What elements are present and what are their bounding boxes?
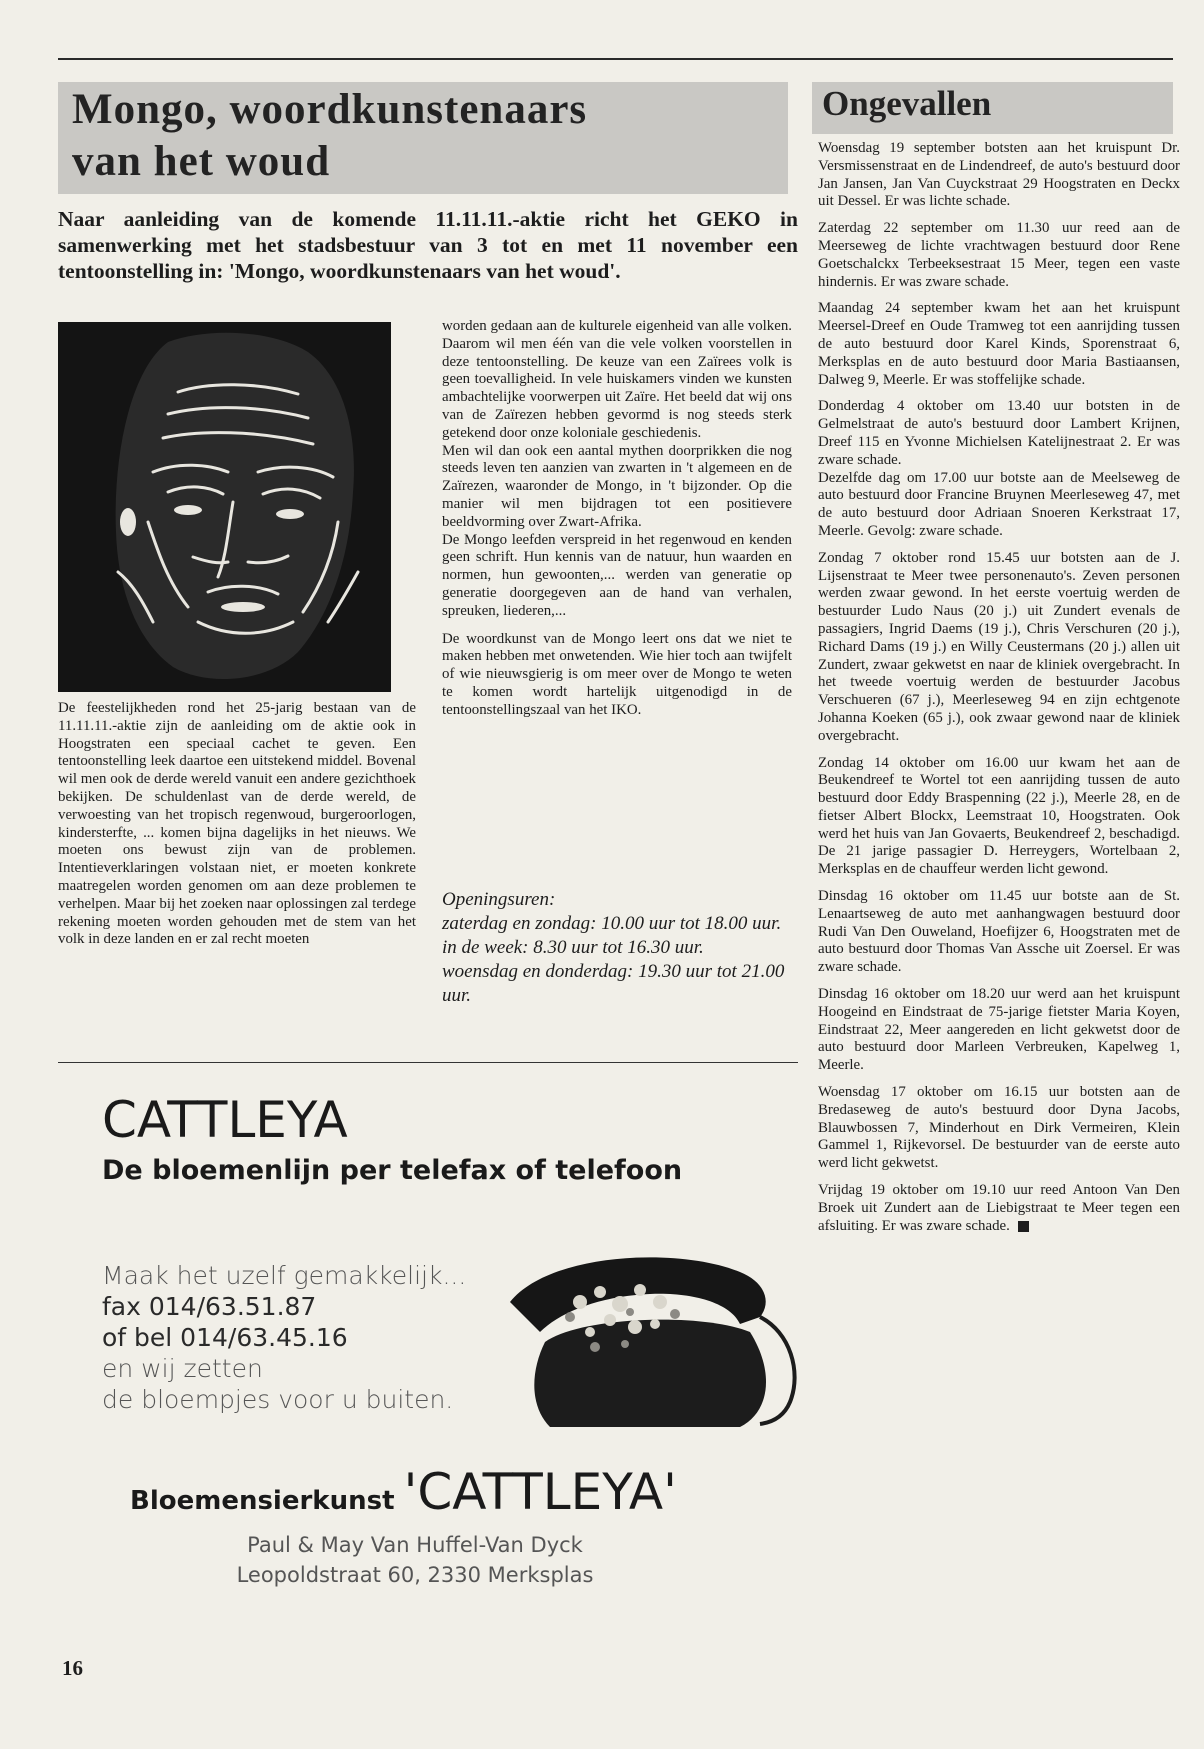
ongevallen-column bbox=[818, 140, 1180, 1244]
portrait-woodcut-image bbox=[58, 322, 391, 692]
accident-report-text: Vrijdag 19 oktober om 19.10 uur reed Antoon Van Den Broek uit Zundert aan de Liebigstraat te Meer tegen een afsluiting. Er was zware schade. bbox=[818, 1182, 1180, 1234]
article-title-line-2: van het woud bbox=[72, 138, 331, 185]
accident-report: Woensdag 17 oktober om 16.15 uur botsten aan de Bredaseweg de auto's bestuurd door Dyna Jacobs, Blauwbossen 7, Minderhout en Dirk Vermeiren, Klein Gammel 1, Rijkevorsel. De bestuurder van de eerste auto werd licht gekwetst. bbox=[818, 1084, 1180, 1172]
article-paragraph: De feestelijkheden rond het 25-jarig bestaan van de 11.11.11.-aktie zijn de aanleiding om de aktie ook in Hoogstraten een speciaal cachet te geven. Een tentoonstelling leek daartoe een uitstekend middel. Bovenal wil men ook de derde wereld vanuit een andere gezichthoek bekijken. De schuldenlast van de derde wereld, de verwoesting van het tropisch regenwoud, burgeroorlogen, kindersterfte, ... komen bijna dagelijks in het nieuws. We moeten ons bewust zijn van de problemen. Intentieverklaringen volstaan niet, er moeten konkrete maatregelen worden genomen om aan deze problemen te verhelpen. Maar bij het zoeken naar oplossingen zal terdege rekening moeten worden gehouden met de stem van het volk in deze landen en er zal recht moeten bbox=[58, 700, 416, 948]
article-column-1 bbox=[58, 700, 416, 949]
accident-report: Dinsdag 16 oktober om 18.20 uur werd aan het kruispunt Hoogeind en Eindstraat de 75-jarige fietster Maria Koyen, Eindstraat 22, Meer aangereden en licht gekwetst door de auto bestuurd door Marleen Verbreuken, Kapelweg 1, Meerle. bbox=[818, 986, 1180, 1074]
ongevallen-title: Ongevallen bbox=[822, 84, 992, 123]
ad-tagline: De bloemenlijn per telefax of telefoon bbox=[102, 1155, 683, 1186]
ad-owner-block bbox=[130, 1530, 700, 1590]
ad-address: Leopoldstraat 60, 2330 Merksplas bbox=[236, 1563, 594, 1587]
telephone-bouquet-icon bbox=[490, 1232, 810, 1432]
accident-report: Dezelfde dag om 17.00 uur botste aan de Meelseweg de auto bestuurd door Francine Bruynen Meerleseweg 47, met de auto bestuurd door Adriaan Snoeren Kerkstraat 17, Meerle. Gevolg: zware schade. bbox=[818, 469, 1180, 539]
ad-line: de bloempjes voor u buiten. bbox=[102, 1385, 454, 1414]
accident-report: Zondag 7 oktober rond 15.45 uur botsten aan de J. Lijsenstraat te Meer twee personenauto's. Zeven personen werden zwaar gewond. In het eerste voertuig werden de bestuurder Ludo Naus (20 j.) uit Zundert evenals de passagiers, Ingrid Daems (19 j.), Chris Verschuren (20 j.), Richard Dams (19 j.) en Willy Ceustermans (20 j.) allen uit Zundert, zwaar gekwetst en naar de kliniek overgebracht. In het tweede voertuig werden de bestuurder Jacobus Verschueren (67 j.), Meerleseweg 94 en zijn echtgenote Johanna Koeken (65 j.), ook zwaar gewond naar de kliniek overgebracht. bbox=[818, 549, 1180, 744]
end-mark-icon bbox=[1018, 1221, 1029, 1232]
ad-line: Maak het uzelf gemakkelijk... bbox=[102, 1261, 467, 1290]
opening-hours-weekend: zaterdag en zondag: 10.00 uur tot 18.00 uur. bbox=[442, 913, 782, 934]
ad-line: en wij zetten bbox=[102, 1354, 263, 1383]
ad-fax: fax 014/63.51.87 bbox=[102, 1292, 317, 1321]
opening-hours-week: in de week: 8.30 uur tot 16.30 uur. bbox=[442, 937, 704, 958]
article-column-2 bbox=[442, 318, 792, 720]
accident-report: Maandag 24 september kwam het aan het kruispunt Meersel-Dreef en Oude Tramweg tot een aanrijding tussen de auto bestuurd door Karel Kinds, Sporenstraat 6, Merksplas en de auto bestuurd door Maria Bastiaansen, Dalweg 9, Meerle. Er was stoffelijke schade. bbox=[818, 300, 1180, 388]
article-paragraph: De woordkunst van de Mongo leert ons dat we niet te maken hebben met onwetenden. Wie hier toch aan twijfelt of wie nieuwsgierig is om meer over de Mongo te weten te komen wordt hartelijk uitgenodigd in de tentoonstellingszaal van het IKO. bbox=[442, 630, 792, 718]
opening-hours bbox=[442, 888, 802, 1008]
article-lead: Naar aanleiding van de komende 11.11.11.-aktie richt het GEKO in samenwerking met het stadsbestuur van 3 tot en met 11 november een tentoonstelling in: 'Mongo, woordkunstenaars van het woud'. bbox=[58, 207, 798, 283]
article-title bbox=[72, 84, 587, 188]
accident-report: Woensdag 19 september botsten aan het kruispunt Dr. Versmissenstraat en de Lindendreef, de auto's bestuurd door Jan Jansen, Jan Van Cuyckstraat 29 Hoogstraten en Deckx uit Dessel. Er was lichte schade. bbox=[818, 140, 1180, 210]
accident-report: Zaterdag 22 september om 11.30 uur reed aan de Meerseweg de lichte vrachtwagen bestuurd door Rene Goetschalckx Terbeeksestraat 15 Meer, tegen een vaste hindernis. Er was zware schade. bbox=[818, 220, 1180, 290]
top-rule bbox=[58, 58, 1173, 60]
article-paragraph: Men wil dan ook een aantal mythen doorprikken die nog steeds leven ten aanzien van zwarten in 't algemeen en de Zaïrezen, waaronder de Mongo, in 't bijzonder. Op die manier wil men bijdragen tot een positievere beeldvorming over Zwart-Afrika. bbox=[442, 442, 792, 530]
accident-report: Dinsdag 16 oktober om 11.45 uur botste aan de St. Lenaartseweg de auto met aanhangwagen bestuurd door Rudi Van Den Ouweland, Hoefijzer 6, Hoogstraten met de auto bestuurd door Thomas Van Assche uit Zoersel. Er was zware schade. bbox=[818, 888, 1180, 976]
opening-hours-wed-thu: woensdag en donderdag: 19.30 uur tot 21.00 uur. bbox=[442, 961, 785, 1006]
ad-shop-line bbox=[130, 1462, 677, 1531]
article-paragraph: De Mongo leefden verspreid in het regenwoud en kenden geen schrift. Hun kennis van de natuur, hun waarden en normen, hun gewoonten,... werden van generatie op generatie doorgegeven aan de hand van verhalen, spreuken, liederen,... bbox=[442, 531, 792, 619]
ad-phone: of bel 014/63.45.16 bbox=[102, 1323, 348, 1352]
accident-report: Zondag 14 oktober om 16.00 uur kwam het aan de Beukendreef te Wortel tot een aanrijding tussen de auto bestuurd door Eddy Braspenning (22 j.), Meerle 28, en de fietser Albert Blockx, Leemstraat 10, Hoogstraten. Ook werd het huis van Jan Govaerts, Beukendreef 2, beschadigd. De 21 jarige passagier D. Herreygers, Wortelbaan 2, Merksplas en de chauffeur werden licht gewond. bbox=[818, 754, 1180, 878]
article-title-line-1: Mongo, woordkunstenaars bbox=[72, 86, 588, 133]
opening-hours-label: Openingsuren: bbox=[442, 889, 556, 910]
accident-report: Donderdag 4 oktober om 13.40 uur botsten in de Gelmelstraat de auto's bestuurd door Lambert Krijnen, Dreef 115 en Yvonne Michielsen Katelijnestraat 2. Er was zware schade. bbox=[818, 398, 1180, 468]
ad-shop-label: Bloemensierkunst bbox=[130, 1486, 395, 1516]
ad-brand: CATTLEYA bbox=[102, 1091, 348, 1149]
ad-shop-name: 'CATTLEYA' bbox=[403, 1463, 677, 1521]
page-number: 16 bbox=[62, 1656, 83, 1680]
accident-report-last bbox=[818, 1182, 1180, 1235]
article-paragraph: worden gedaan aan de kulturele eigenheid van alle volken. Daarom wil men één van die vele volken voorstellen in deze tentoonstelling. De keuze van een Zaïrees volk is geen toevalligheid. In vele huiskamers vinden we kunsten ambachtelijke voorwerpen uit Zaïre. Het beeld dat wij ons van de Zaïrezen hebben gevormd is nog steeds sterk getekend door onze koloniale geschiedenis. bbox=[442, 318, 792, 441]
ad-owner: Paul & May Van Huffel-Van Dyck bbox=[247, 1533, 583, 1557]
ad-contact-lines bbox=[102, 1260, 466, 1415]
